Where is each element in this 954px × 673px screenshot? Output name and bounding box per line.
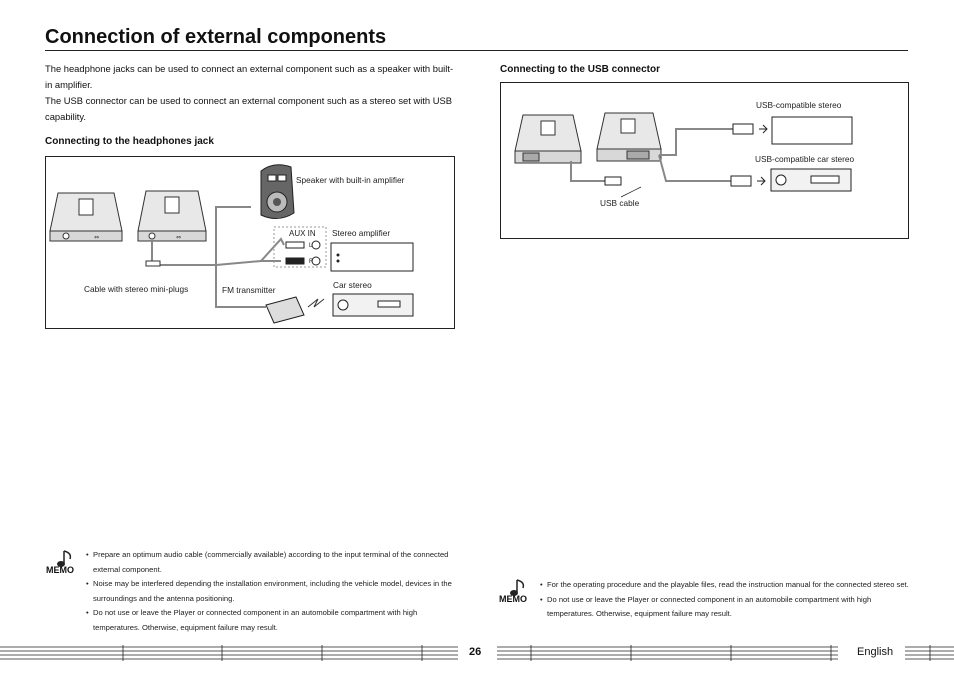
player-illustration-2 [138,191,206,241]
usb-diagram [500,82,909,239]
page-footer [0,645,954,661]
memo-label-left: MEMO [46,565,74,575]
fm-transmitter-label: FM transmitter [222,285,276,295]
usb-car-stereo-illustration [771,169,851,191]
speaker-label: Speaker with built-in amplifier [296,175,405,185]
headphones-heading: Connecting to the headphones jack [45,136,214,147]
usb-heading: Connecting to the USB connector [500,64,660,75]
left-channel-label: L [309,243,313,249]
intro-text [45,61,460,125]
page-title: Connection of external components [45,26,387,48]
cable-label: Cable with stereo mini-plugs [84,284,189,294]
page-number: 26 [469,646,482,658]
memo-left-item-2: • Noise may be interfered depending the installation environment, including the vehicle model, devices in the surroundings and the antenna positioning. [86,577,456,606]
usb-stereo-label: USB-compatible stereo [756,100,842,110]
memo-icon-left [46,549,78,575]
stereo-amp-label: Stereo amplifier [332,228,391,238]
aux-in-label: AUX IN [289,229,316,238]
title-rule [45,50,908,51]
memo-left-item-3: • Do not use or leave the Player or connected component in an automobile compartment with high temperatures. Otherwise, equipment failure may result. [86,606,456,635]
headphones-diagram [45,156,455,329]
memo-right-item-1: • For the operating procedure and the playable files, read the instruction manual for the connected stereo set. [540,578,910,593]
intro-paragraph-2: The USB connector can be used to connect an external component such as a stereo set with USB capability. [45,95,453,122]
usb-player-illustration-1 [515,115,581,163]
memo-icon-right [499,578,531,604]
intro-paragraph-1: The headphone jacks can be used to connect an external component such as a speaker with built-in amplifier. [45,63,454,90]
memo-left-item-1: • Prepare an optimum audio cable (commercially available) according to the input terminal of the connected external component. [86,548,456,577]
language-label: English [857,646,894,658]
fm-transmitter-illustration [266,297,304,323]
player-illustration-1 [50,193,122,241]
car-stereo-label: Car stereo [333,280,372,290]
usb-cable-label: USB cable [600,198,640,208]
usb-player-illustration-2 [597,113,661,161]
right-channel-label: R [309,259,314,265]
svg-text:⇔: ⇔ [94,234,100,241]
car-stereo-illustration [333,294,413,316]
speaker-illustration [261,165,294,219]
memo-list-left [86,548,456,635]
memo-label-right: MEMO [499,594,527,604]
svg-text:⇔: ⇔ [176,234,182,241]
usb-car-stereo-label: USB-compatible car stereo [755,154,855,164]
memo-list-right [540,578,910,622]
memo-right-item-2: • Do not use or leave the Player or connected component in an automobile compartment with high temperatures. Otherwise, equipment failure may result. [540,593,910,622]
